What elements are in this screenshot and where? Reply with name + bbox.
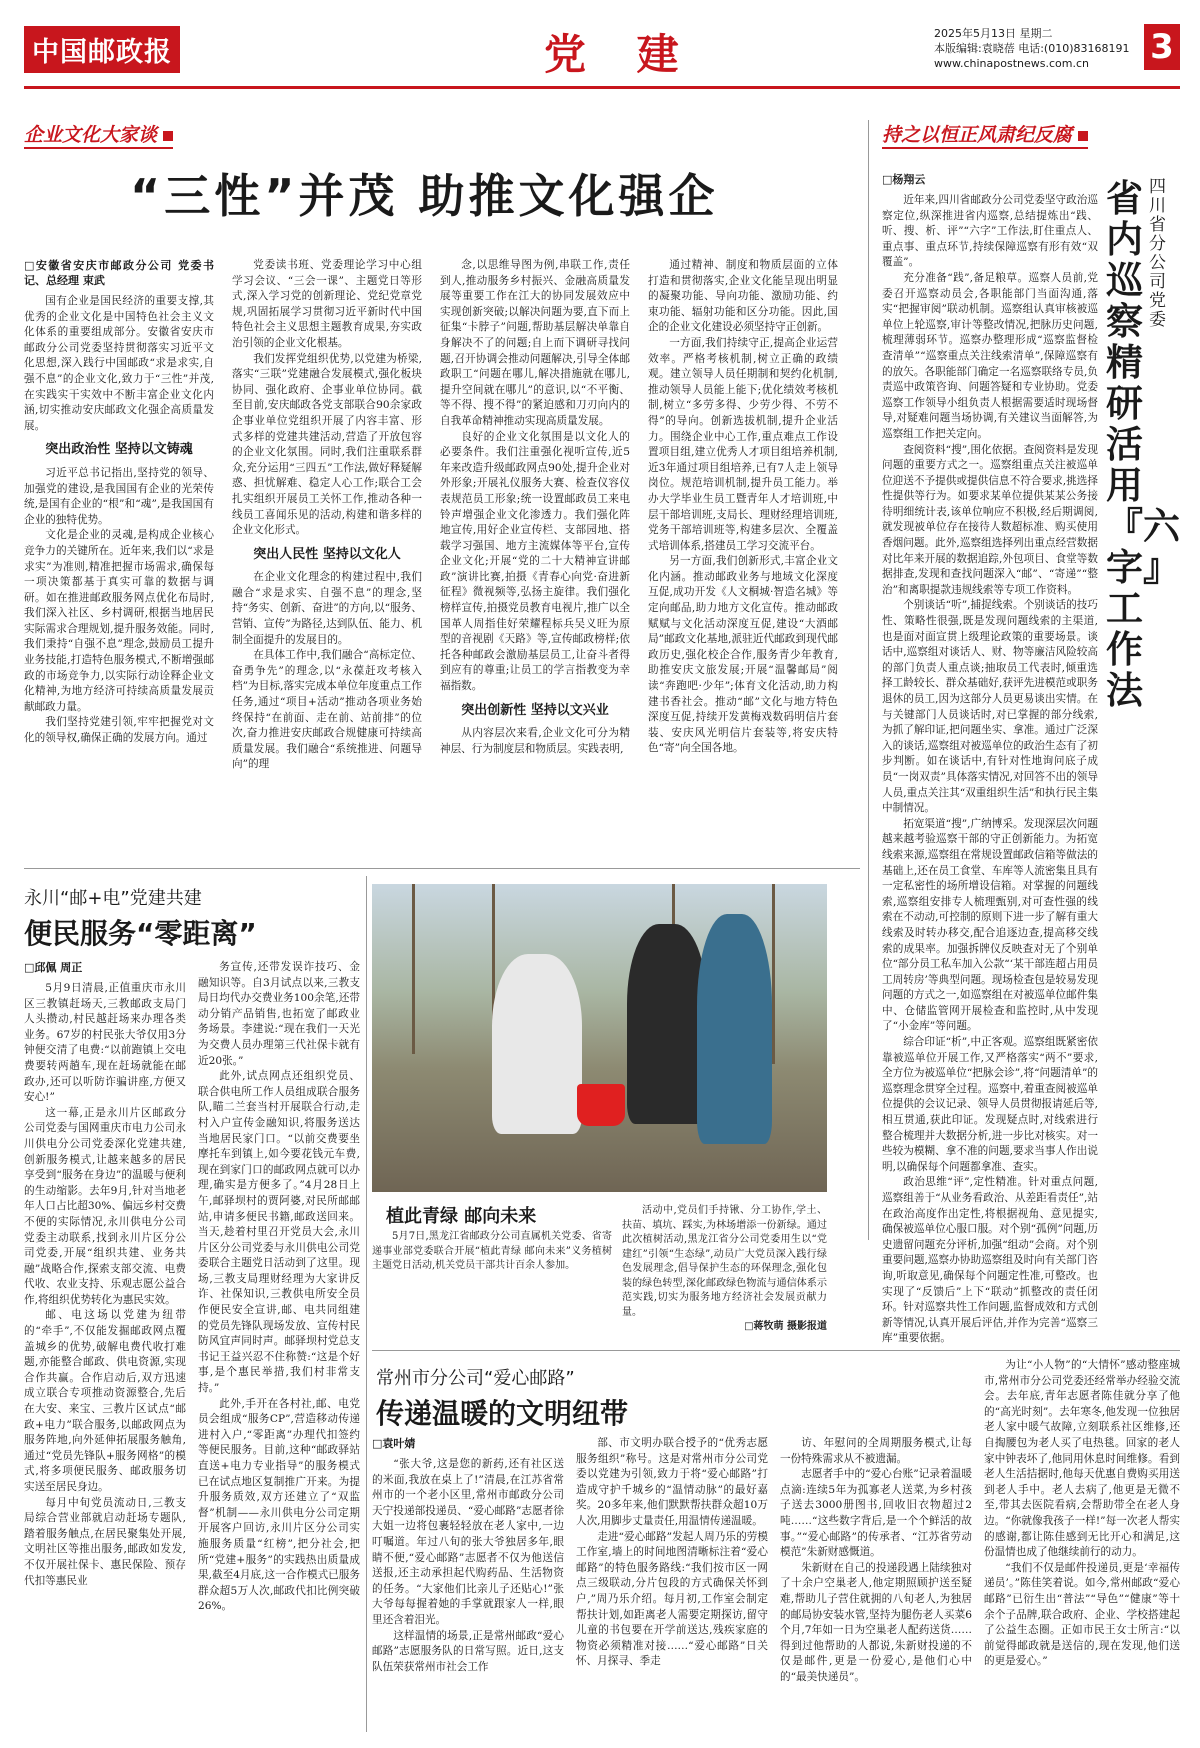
article4-title: 传递温暖的文明纽带 [376,1397,629,1430]
paragraph: 良好的企业文化氛围是以文化人的必要条件。我们注重强化视听宣传,近5年来改造升级邮政网点90处,提升企业对外形象;开展礼仪服务大赛、检查仪容仪表规范员工形象;统一设置邮政员工来电铃声增强企业文化渗透力。我们强化阵地宣传,用好企业宣传栏、支部园地、搭载学习强国、地方主流媒体等平台,宣传企业文化;开展“党的二十大精神宣讲邮政”演讲比赛,拍摄《青春心向党·奋进新征程》微视频等,弘扬主旋律。我们强化榜样宣传,拍摄党员教育电视片,推广以全国革人周指佳好荣耀程标兵吴义旺为原型的音视剧《天路》等,宣传邮政榜样;依托各种邮政会激励基层员工,让奋斗者得到应有的尊重;让员工的学言指教变为幸福指数。 [440,430,630,693]
paragraph: 活动中,党员们手持锹、分工协作,学土、扶苗、填坑、踩实,为林场增添一份新绿。通过此次植树活动,黑龙江省分公司党委用生以“党建红”引领“生态绿”,动员广大党员深入践行绿色发展理念,倡导保护生态的环保理念,强化包装的绿色转型,深化邮政绿色物流与通信体系示范实践,切实为服务地方经济社会发展贡献力量。 [622,1205,827,1318]
paragraph: 在企业文化理念的构建过程中,我们融合“求是求实、自强不息”的理念,坚持“务实、创新、奋进”的方向,以“服务、营销、宣传”为路径,达到队伍、能力、机制全面提升的发展目的。 [232,571,422,646]
paragraph: 另一方面,我们创新形式,丰富企业文化内涵。推动邮政业务与地域文化深度互促,成功开发《人文桐城·智造名城》等定向邮品,助力地方文化宣传。推动邮政赋赋与文化活动深度互促,建设“大酒邮局”邮政文化基地,派驻近代邮政到现代邮政历史,强化校企合作,服务青少年教育,助推安庆文旅发展;开展“温馨邮局”阅读“奔跑吧·少年”;体育文化活动,助力构建书香社会。推动“邮”文化与地方特色深度互促,持续开发黄梅戏数码明信片套装、安庆风光明信片套装等,将安庆特色“寄”向全国各地。 [648,555,838,755]
article3-kicker: 永川“邮+电”党建共建 [24,888,202,909]
newspaper-logo: 中国邮政报 [24,26,180,73]
paragraph: 国有企业是国民经济的重要支撑,其优秀的企业文化是中国特色社会主义文化体系的重要组成部分。安徽省安庆市邮政分公司党委坚持贯彻落实习近平文化思想,深入践行中国邮政“求是求实,自强不息”的企业文化,致力于“三性”并茂,在实践实干实效中不断丰富企业文化内涵,切实推动安庆邮政文化强企高质量发展。 [24,295,214,432]
paragraph: 个别谈话“听”,捕捉线索。个别谈话的技巧性、策略性很强,既是发现问题线索的主渠道,也是面对面宣贯上级理论政策的重要场景。谈话中,巡察组对谈话人、财、物等廉洁风险较高的部门负责人重点谈;抽取员工代表时,倾重选择工龄较长、群众基础好,获评先进模范或职务退休的员工,因为这部分人员更易谈出实情。在与关键部门人员谈话时,对已掌握的部分线索,为抓了解印证,把问题坐实、拿准。通过广泛深入的谈话,巡察组对被巡单位的政治生态有了初步判断。如在谈话中,有针对性地询问底子成员“一岗双责”具体落实情况,对回答不出的领导人员,重点关注其“双重组织生活”和执行民主集中制情况。 [882,599,1098,815]
volunteer-figure [492,954,582,1134]
volunteer-figure [697,914,772,1144]
article4-col2 [576,1436,768,1736]
photo-caption-col2 [622,1204,827,1344]
column-divider [366,876,367,1732]
tree-planting-photo [372,884,827,1192]
article4-col3 [780,1436,972,1736]
paragraph: 务宣传,还带发误诈技巧、金融知识等。自3月试点以来,三教支局日均代办交费业务100余笔,还带动分销产品销售,也拓宽了邮政业务场景。李建说:“现在我们一天光为交费人员办理第三代社保卡就有近20张。” [198,961,360,1067]
paragraph: 念,以思维导图为例,串联工作,责任到人,推动服务乡村振兴、金融高质量发展等重要工作在江大的协同发展效应中实现创新突破;以解决问题为要,直下而上征集“卡脖子”问题,帮助基层解决单靠自身解决不了的问题;自上而下调研寻找问题,召开协调会推动问题解决,引导全体邮政职工“问题在哪儿,解决措施就在哪儿,提升空间就在哪儿”的意识,以“不平衡、等不得、搜不得”的紧迫感和刀刃向内的自我革命精神推动实现高质量发展。 [440,259,630,427]
paragraph: 5月7日,黑龙江省邮政分公司直属机关党委、省寄递事业部党委联合开展“植此青绿 邮向未来”义务植树主题党日活动,机关党员干部共计百余人参加。 [372,1231,612,1271]
paragraph: 拓宽渠道“搜”,广纳博采。发现深层次问题越来越考验巡察干部的守正创新能力。为拓宽线索来源,巡察组在常规设置邮政信箱等做法的基础上,还在员工食堂、车库等人流密集且具有一定私密性的场所增设信箱。对掌握的问题线索,巡察组安排专人梳理甄别,对可查性强的线索在不动动,可控制的原则下进一步了解有重大线索及时转办移交,配合追逐边查,提高移交线索的成果率。加强拆牌仪反映查对无了个别单位“部分员工私车加入公款“‘某干部连超占用员工周转房’等典型问题。现场检查包是较易发现问题的方式之一,如巡察组在对被巡单位邮件集中、仓储监管网开展检查和监控时,从中发现了“小金库”等问题。 [882,817,1098,1033]
paragraph: 从内容层次来看,企业文化可分为精神层、行为制度层和物质层。实践表明, [440,727,630,755]
article3-col1 [24,960,186,1730]
paragraph: 此外,试点网点还组织党员、联合供电所工作人员组成联合服务队,瞄二兰套当村开展联合行动,走村入户宣传金融知识,将服务送达当地居民家门口。“以前交费要坐摩托车到镇上,如今要花钱元车费,现在到家门口的邮政网点就可以办理,确实是方便多了。”4月28日上午,邮驿坝村的贾阿婆,对民所邮邮站,申请多便民书籍,邮政送回来。当天,趁着村里召开党员大会,永川片区分公司党委与永川供电公司党委联合主题党日活动到了这里。现场,三教支局理财经理为大家讲反诈、社保知识,三教供电所安全员作便民安全宣讲,邮、电共同组建的党员先锋队现场发放、宣传村民防风宜声同时声。邮驿坝村党总支书记王益兴忍不住称赞:“这是个好事,是个惠民举措,我们村非常支持。” [198,1070,360,1395]
editor-info: 本版编辑:袁晓蓓 电话:(010)83168191 [934,42,1130,55]
subheading: 突出创新性 坚持以文兴业 [461,702,609,718]
page-number: 3 [1144,24,1180,70]
tree-trunk [772,884,775,1064]
paragraph: “张大爷,这是您的新药,还有社区送的米面,我放在桌上了!”清晨,在江苏省常州市的一个老小区里,常州市邮政分公司天宁投递部投递员、“爱心邮路”志愿者徐大姐一边将包裹轻轻放在老人家中,一边叮嘱道。年过八旬的张大爷独居多年,眼睛不便,“爱心邮路”志愿者不仅为他送信送报,还主动承担起代购药品、生活物资的任务。“大家他们比亲儿子还贴心!”张大爷每每握着她的手掌就跟家人一样,眼里还含着泪光。 [372,1458,564,1626]
article1-col1 [24,258,214,858]
paragraph: 通过精神、制度和物质层面的立体打造和贯彻落实,企业文化能呈现出明显的凝聚功能、导向功能、激励功能、约束功能、辐射功能和区分功能。因此,国企的企业文化建设必须坚持守正创新。 [648,259,838,334]
website[interactable]: www.chinapostnews.com.cn [934,57,1089,70]
paragraph: 5月9日清晨,正值重庆市永川区三教镇赶场天,三教邮政支局门人头攒动,村民越赶场来办理各类业务。67岁的村民张大爷仅用3分钟便交清了电费:“以前跑镇上交电费要转两趟车,现在赶场就能在邮政办,还可以听防诈骗讲座,方便又安心!” [24,982,186,1104]
masthead [24,22,1180,78]
paragraph: 此外,手开在各村社,邮、电党员会组成“服务CP”,营造移动传递进村入户,“零距离”办理代扣签约等便民服务。目前,这种“邮政驿站直送+电力专业指导”的服务模式已在试点地区复制推广开来。为提升服务质效,双方还建立了“双监督”机制——永川供电分公司定期开展客户回访,永川片区分公司实施服务质量“红榜”,把分社会,把所“党建+服务”的实践热出质量成果,截至4月底,这一合作模式已服务群众超5万人次,邮政代扣比例突破26%。 [198,1397,360,1613]
article1-col4 [648,258,838,858]
column-tag-culture: 企业文化大家谈 [24,120,173,149]
paragraph: 查阅资料“搜”,围化依据。查阅资料是发现问题的重要方式之一。巡察组重点关注被巡单位迎送不予提供或提供信息不符合要求,挑选择性提供等行为。如要求某单位提供某某公务接待明细统计表,该单位响应不积极,经后期调阅,就发现被单位存在接待人数超标准、购买使用香烟问题。此外,巡察组选择列出重点经营数据对比年来开展的数据追踪,外包项目、食堂等数据排查,发现和查找问题深入“邮”、“寄递”“整治”和离职提款违规线索等专项工作资料。 [882,443,1098,596]
paragraph: 志愿者手中的“爱心台账”记录着温暖点滴:连续5年为孤寡老人送菜,为乡村孩子送去3000册图书,回收旧衣物超过2吨……“这些数字背后,是一个个鲜活的故事。”“爱心邮路”的传承者、“江苏省劳动模范”朱新财感慨道。 [780,1468,972,1559]
paragraph: 这一幕,正是永川片区邮政分公司党委与国网重庆市电力公司永川供电分公司党委深化党建共建,创新服务模式,让越来越多的居民享受到“服务在身边”的温暖与便利的生动缩影。去年9月,针对当地老年人口占比超30%、偏远乡村交费不便的实际情况,永川供电分公司党委主动联系,找到永川片区分公司党委,开展“组织共建、业务共融”战略合作,探索支部交流、电费代收、农业支持、乐观志愿公益合作,将组织优势转化为惠民实效。 [24,1106,186,1306]
paragraph: 一方面,我们持续守正,提高企业运营效率。严格考核机制,树立正确的政绩观。建立领导人员任期制和契约化机制,推动领导人员能上能下;优化绩效考核机制,树立“多劳多得、少劳少得、不劳不得”的导向。创新选拔机制,提升企业活力。围绕企业中心工作,重点难点工作设置项目组,建立优秀人才项目组培养机制,近3年通过项目组培养,已有7人走上领导岗位。规范培训机制,提升员工能力。举办大学毕业生员工暨青年人才培训班,中层干部培训班,支局长、理财经理培训班,党务干部培训班等,构建多层次、全覆盖式培训体系,搭建员工学习交流平台。 [648,336,838,552]
paragraph: 政治思维“评”,定性精准。针对重点问题,巡察组善于“从业务看政治、从差距看责任”,站在政治高度作出定性,将根据视角、意见提实,确保被巡单位心服口服。对个别“孤例”问题,历史遗留问题充分评析,加强“组动”会商。对个别重要问题,巡察办协助巡察组及时向有关部门咨询,听取意见,确保每个问题定性准,可整改。也实现了“反馈后”上下“联动”抓整改的责任闭环。针对巡察共性工作问题,监督成效和方式创新等情况,认真开展后评估,并作为完善“巡察三库”重要依据。 [882,1176,1098,1345]
masthead-rule [24,86,1180,89]
red-bucket [577,1084,625,1126]
article4-author: □袁叶婧 [372,1437,416,1450]
article1-title: “三性”并茂 助推文化强企 [130,169,719,223]
paragraph: 文化是企业的灵魂,是构成企业核心竞争力的关键所在。近年来,我们以“求是求实”为准则,精准把握市场需求,确保每一项决策都基于真实可靠的数据与调研。如在推进邮政服务网点优化布局时,我们深入社区、乡村调研,根据当地居民实际需求合理规划,提升服务效能。同时,我们秉持“自强不息”理念,鼓励员工提升业务技能,打造特色服务模式,不断增强邮政的市场竞争力,以实际行动诠释企业文化精神,为地方经济可持续高质量发展贡献邮政力量。 [24,529,214,713]
subheading: 突出政治性 坚持以文铸魂 [45,442,193,458]
section-divider [24,868,860,869]
article1-col2 [232,258,422,858]
paragraph: “我们不仅是邮件投递员,更是‘幸福传递员’。”陈佳笑着说。如今,常州邮政“爱心邮路”已衍生出“普法”“导色”“健康”等十余个子品牌,联合政府、企业、学校搭建起了公益生态圈。正如市民王女士所言:“以前觉得邮政就是送信的,现在发现,他们送的更是爱心。” [984,1561,1180,1668]
photo-caption-title: 植此青绿 邮向未来 [386,1206,537,1227]
section-title: 党 建 [544,30,697,79]
article4-col4 [984,1358,1180,1736]
column-tag-discipline: 持之以恒正风肃纪反腐 [882,120,1088,149]
paragraph: 我们发挥党组织优势,以党建为桥梁,落实“三联”党建融合发展模式,强化板块协同、强化政府、企事业单位协同。截至目前,安庆邮政各党支部联合90余家政企事业单位党组织开展了内容丰富、形式多样的党建共建活动,营造了开放包容的企业文化氛围。同时,我们注重联系群众,充分运用“三四五”工作法,做好释疑解惑、担忧解难、稳定人心工作;联合工会扎实组织开展员工关怀工作,推动各种一线员工喜闻乐见的活动,构建和谐多样的企业文化形式。 [232,352,422,537]
article2-author: □杨翔云 [882,173,926,186]
paragraph: 近年来,四川省邮政分公司党委坚守政治巡察定位,纵深推进省内巡察,总结提炼出“践、听、搜、析、评”“六字”工作法,盯住重点人、重点事、重点环节,持续保障巡察有形有效“双覆盖”。 [882,194,1098,269]
volunteer-figure [627,924,707,1124]
paragraph: 我们坚持党建引领,牢牢把握党对文化的领导权,确保正确的发展方向。通过 [24,716,214,745]
paragraph: 综合印证“析”,中正客观。巡察组既紧密依靠被巡单位开展工作,又严格落实“两不”要求,全方位为被巡单位“把脉会诊”,将“问题清单”的巡察理念贯穿全过程。巡察中,着重查阅被巡单位提供的会议记录、领导人员贯彻报请延后等,相互贯通,获此印证。发现疑点时,对线索进行整合梳理并大数据分析,进一步比对核实。对一些较为模糊、拿不准的问题,要求当事人作出说明,以确保每个问题都拿准、查实。 [882,1036,1098,1173]
paragraph: 访、年慰问的全周期服务模式,让每一份特殊需求从不被遗漏。 [780,1437,972,1465]
paragraph: 每月中旬党员流动日,三教支局综合营业部就启动赶场专题队,踏着服务触点,在居民聚集处开展,文明社区等推出服务,邮政如发发,不仅开展社保卡、惠民保险、预存代扣等惠民业 [24,1496,186,1587]
subheading: 突出人民性 坚持以文化人 [253,546,401,562]
article3-title: 便民服务“零距离” [24,917,257,950]
paragraph: 朱新财在自己的投递段遇上陆续独对了十余户空巢老人,他定期照顾护送至疑难,帮助儿子营住就拥的八旬老人,为独居的邮局协安装水管,坚持为腿伤老人买菜6个月,7年如一日为空巢老人配药送货……得到过他帮助的人都说,朱新财投递的不仅是邮件,更是一份爱心,是他们心中的“最美快递员”。 [780,1561,972,1683]
article3-author: □邱佩 周正 [24,961,83,974]
article2-headline-small: 四川省分公司党委 [1149,177,1166,330]
section-divider [372,1350,1180,1351]
paragraph: 在具体工作中,我们融合“高标定位、奋勇争先”的理念,以“永葆赶攻考核入档”为目标,落实完成本单位年度重点工作任务,通过“项目+活动”推动各项业务始终保持“在前面、走在前、站前排”的位次,奋力推进安庆邮政合规健康可持续高质量发展。我们融合“系统推进、问题导向”的理 [232,649,422,771]
photo-credit: □蒋牧萌 摄影报道 [744,1321,827,1332]
issue-date: 2025年5月13日 星期二 [934,27,1053,40]
paragraph: 邮、电这场以党建为纽带的“牵手”,不仅能发掘邮政网点覆盖城乡的优势,破解电费代收打难题,亦能整合邮政、供电资源,实现合作共赢。合作启动后,双方迅速成立联合专项推动资源整合,先后在大安、来宝、三教片区试点“邮政+电力”联合服务,以邮政网点为服务阵地,向外延伸拓展服务触角,通过“党员先锋队+服务网格”的模式,将多项便民服务、邮政服务切实送至居民身边。 [24,1309,186,1493]
article4-kicker: 常州市分公司“爱心邮路” [376,1368,575,1389]
paragraph: 习近平总书记指出,坚持党的领导、加强党的建设,是我国国有企业的光荣传统,是国有企业的“根”和“魂”,是我国国有企业的独特优势。 [24,466,214,526]
photo-caption-col1 [372,1230,612,1340]
masthead-meta [934,26,1129,71]
article1-author: □安徽省安庆市邮政分公司 党委书记、总经理 束武 [24,259,214,287]
paragraph: 党委读书班、党委理论学习中心组学习会议、“三会一课”、主题党日等形式,深入学习党的创新理论、党纪党章党规,巩固拓展学习贯彻习近平新时代中国特色社会主义思想主题教育成果,夯实政治引领的企业文化根基。 [232,259,422,349]
article2-body [882,172,1098,1345]
tree-trunk [412,884,415,1054]
paragraph: 为让“小人物”的“大情怀”感动整座城市,常州市分公司党委还经常举办经验交流会。去年底,青年志愿者陈佳就分享了他的“高光时刻”。去年寒冬,他发现一位独居老人家中暖气故障,立刻联系社区维修,还自掏腰包为老人买了电热毯。回家的老人家中钟表坏了,他同用休息时间维修。看到老人生活拮据时,他每天优惠自费购买用送到老人手中。老人去病了,他更是无微不至,带其去医院看病,会帮助带全在老人身边。“你就像我孩子一样!”每一次老人帮实的感谢,都让陈佳感到无比开心和满足,这份温情也成了他继续前行的动力。 [984,1359,1180,1559]
article4-col1 [372,1436,564,1736]
paragraph: 走进“爱心邮路”发起人周乃乐的劳模工作室,墙上的时间地图清晰标注着“爱心邮路”的特色服务路线:“我们按市区一网点三级联动,分片包段的方式确保关怀到户,”周乃乐介绍。每月初,工作室会制定帮扶计划,如距离老人需要定期探访,留守儿童的书包要在开学前送达,残疾家庭的物资必须精准对接……“爱心邮路”日关怀、月探寻、季走 [576,1530,768,1668]
column-divider [868,120,869,1240]
article1-col3 [440,258,630,858]
article3-col2 [198,960,360,1730]
article2-headline: 省内巡察精研活用『六字』工作法 [1106,177,1180,712]
paragraph: 部、市文明办联合授予的“优秀志愿服务组织”称号。这是对常州市分公司党委以党建为引领,致力于将“爱心邮路”打造成守护千城乡的“温情动脉”的最好嘉奖。20多年来,他们默默帮扶群众超10万人次,用脚步丈量责任,用温情传递温暖。 [576,1437,768,1527]
paragraph: 充分准备“践”,备足粮草。巡察人员前,党委召开巡察动员会,各职能部门当面沟通,落实“把握审阅”联动机制。巡察组认真审核被巡单位上轮巡察,审计等整改情况,把脉历史问题,梳理薄弱环节。巡察办整理形成“巡察监督检查清单”“巡察重点关注线索清单”,保障巡察有的放矢。各职能部门确定一名巡察联络专员,负责巡中政策咨询、问题答疑和专业协助。党委巡察工作领导小组负责人根据需要适时现场督导,对疑难问题当场协调,有关建议当面解答,为巡察组工作把关定向。 [882,271,1098,440]
paragraph: 这样温情的场景,正是常州邮政“爱心邮路”志愿服务队的日常写照。近日,这支队伍荣获常州市社会工作 [372,1629,564,1673]
